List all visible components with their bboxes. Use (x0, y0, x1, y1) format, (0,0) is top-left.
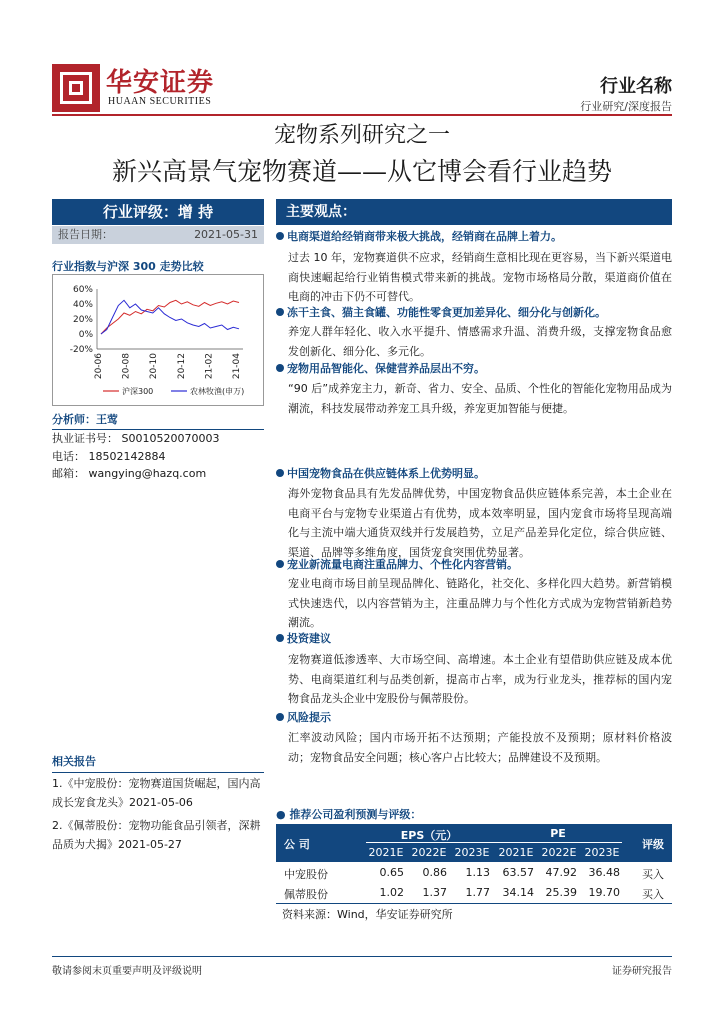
chart-title: 行业指数与沪深 300 走势比较 (52, 260, 204, 273)
section-body: 养宠人群年轻化、收入水平提升、情感需求升温、消费升级，支撑宠物食品愈发创新化、细分化、多元化。 (288, 325, 672, 358)
section-title: 宠物用品智能化、保健营养品层出不穷。 (276, 360, 672, 378)
bullet-icon (276, 469, 284, 477)
col-year: 2022E (541, 846, 577, 859)
footer-disclaimer[interactable]: 敬请参阅末页重要声明及评级说明 (52, 966, 202, 977)
report-date-label: 报告日期： (58, 228, 113, 241)
y-tick-label: 60% (72, 285, 93, 295)
report-main-title: 新兴高景气宠物赛道——从它博会看行业趋势 (111, 157, 612, 186)
section-title: 中国宠物食品在供应链体系上优势明显。 (276, 465, 672, 483)
section-body: “90 后”成养宠主力，新奇、省力、安全、品质、个性化的智能化宠物用品成为潮流，科技发展带动养宠工具升级，养宠更加智能与便捷。 (288, 382, 672, 415)
report-series-title: 宠物系列研究之一 (273, 123, 450, 148)
col-group-eps: EPS（元） (400, 829, 458, 842)
related-report-item[interactable]: 2.《佩蒂股份：宠物功能食品引领者，深耕品质为犬揭》2021-05-27 (52, 819, 261, 851)
y-tick-label: 0% (78, 330, 93, 340)
bullet-icon (276, 713, 284, 721)
analyst-phone: 电话： 18502142884 (52, 450, 166, 463)
header-sub-divider (366, 842, 622, 843)
analyst-heading: 分析师：王莺 (52, 411, 264, 430)
section-body: 宠物赛道低渗透率、大市场空间、高增速。本土企业有望借助供应链及成本优势、电商渠道红利与品类创新，提高市占率，成为行业龙头，推荐标的国内宠物食品龙头企业中宠股份与佩蒂股份。 (288, 653, 672, 705)
x-tick-label: 20-10 (149, 353, 160, 380)
x-tick-label: 20-12 (176, 353, 187, 380)
col-year: 2023E (454, 846, 490, 859)
index-comparison-chart (53, 275, 263, 405)
table-header (276, 824, 672, 862)
col-group-pe: PE (550, 827, 566, 840)
bullet-icon (276, 364, 284, 372)
analyst-email[interactable]: 邮箱： wangying@hazq.com (52, 467, 207, 480)
industry-category: 行业名称 (600, 76, 672, 97)
analyst-cert: 执业证书号： S0010520070003 (52, 432, 220, 445)
table-row: 佩蒂股份 1.02 1.37 1.77 34.14 25.39 19.70 买入 (276, 884, 672, 904)
col-company: 公 司 (284, 838, 310, 851)
table-title: ● 推荐公司盈利预测与评级： (276, 808, 422, 821)
section-body: 宠业电商市场目前呈现品牌化、链路化，社交化、多样化四大趋势。新营销模式快速迭代，以内容营销为主，注重品牌力与个性化方式成为宠物营销新趋势潮流。 (288, 577, 672, 629)
logo-mark (52, 64, 100, 112)
col-year: 2023E (584, 846, 620, 859)
table-row: 中宠股份 0.65 0.86 1.13 63.57 47.92 36.48 买入 (284, 866, 664, 881)
related-report-item[interactable]: 1.《中宠股份：宠物赛道国货崛起，国内高成长宠食龙头》2021-05-06 (52, 777, 261, 809)
section-title: 电商渠道给经销商带来极大挑战，经销商在品牌上着力。 (276, 228, 672, 246)
col-year: 2021E (498, 846, 534, 859)
section-body: 海外宠物食品具有先发品牌优势，中国宠物食品供应链体系完善，本土企业在电商平台与宠物专业渠道占有优势，成本效率明显，国内宠食市场将呈现高端化与主流中端大通货双线并行发展趋势，立足产品差异化定位，综合供应链、渠道、品牌等多维角度，国货宠食突围优势显著。 (288, 487, 672, 559)
logo-text-cn: 华安证券 (106, 68, 215, 98)
y-tick-label: 40% (72, 300, 93, 310)
legend-label: 农林牧渔(申万) (190, 387, 245, 396)
x-tick-label: 21-02 (204, 353, 215, 380)
report-date-value: 2021-05-31 (194, 228, 258, 241)
related-reports-heading: 相关报告 (52, 753, 264, 773)
x-tick-label: 20-06 (94, 353, 104, 380)
bullet-icon (276, 232, 284, 240)
bullet-icon (276, 308, 284, 316)
header-divider (52, 114, 672, 116)
logo-text-en: HUAAN SECURITIES (108, 96, 212, 107)
footer-divider (52, 956, 672, 957)
col-year: 2021E (368, 846, 404, 859)
col-rating: 评级 (642, 838, 664, 851)
bullet-icon (276, 634, 284, 642)
bullet-icon (276, 560, 284, 568)
industry-rating: 行业评级：增 持 (52, 199, 264, 225)
section-title: 冻干主食、猫主食罐、功能性零食更加差异化、细分化与创新化。 (276, 304, 672, 322)
report-date-bar (52, 226, 264, 244)
report-type: 行业研究/深度报告 (580, 100, 672, 113)
section-title: 投资建议 (276, 630, 672, 648)
col-year: 2022E (411, 846, 447, 859)
y-tick-label: -20% (69, 345, 93, 355)
y-tick-label: 20% (72, 315, 93, 325)
x-tick-label: 20-08 (121, 353, 132, 380)
key-points-heading: 主要观点： (276, 199, 672, 225)
section-body: 汇率波动风险；国内市场开拓不达预期；产能投放不及预期；原材料价格波动；宠物食品安全问题；核心客户占比较大；品牌建设不及预期。 (288, 731, 672, 764)
section-title: 宠业新流量电商注重品牌力、个性化内容营销。 (276, 556, 672, 574)
chart-container (52, 274, 264, 406)
section-body: 过去 10 年，宠物赛道供不应求，经销商生意相比现在更容易，当下新兴渠道电商快速崛起给行业销售模式带来新的挑战。宠物市场格局分散，渠道商价值在电商的冲击下仍不可替代。 (288, 251, 672, 303)
table-source: 资料来源：Wind，华安证券研究所 (282, 908, 453, 921)
series-line (101, 300, 239, 334)
x-tick-label: 21-04 (232, 353, 242, 380)
footer-report-label: 证券研究报告 (612, 966, 672, 977)
legend-label: 沪深300 (122, 387, 154, 396)
section-title: 风险提示 (276, 709, 672, 727)
